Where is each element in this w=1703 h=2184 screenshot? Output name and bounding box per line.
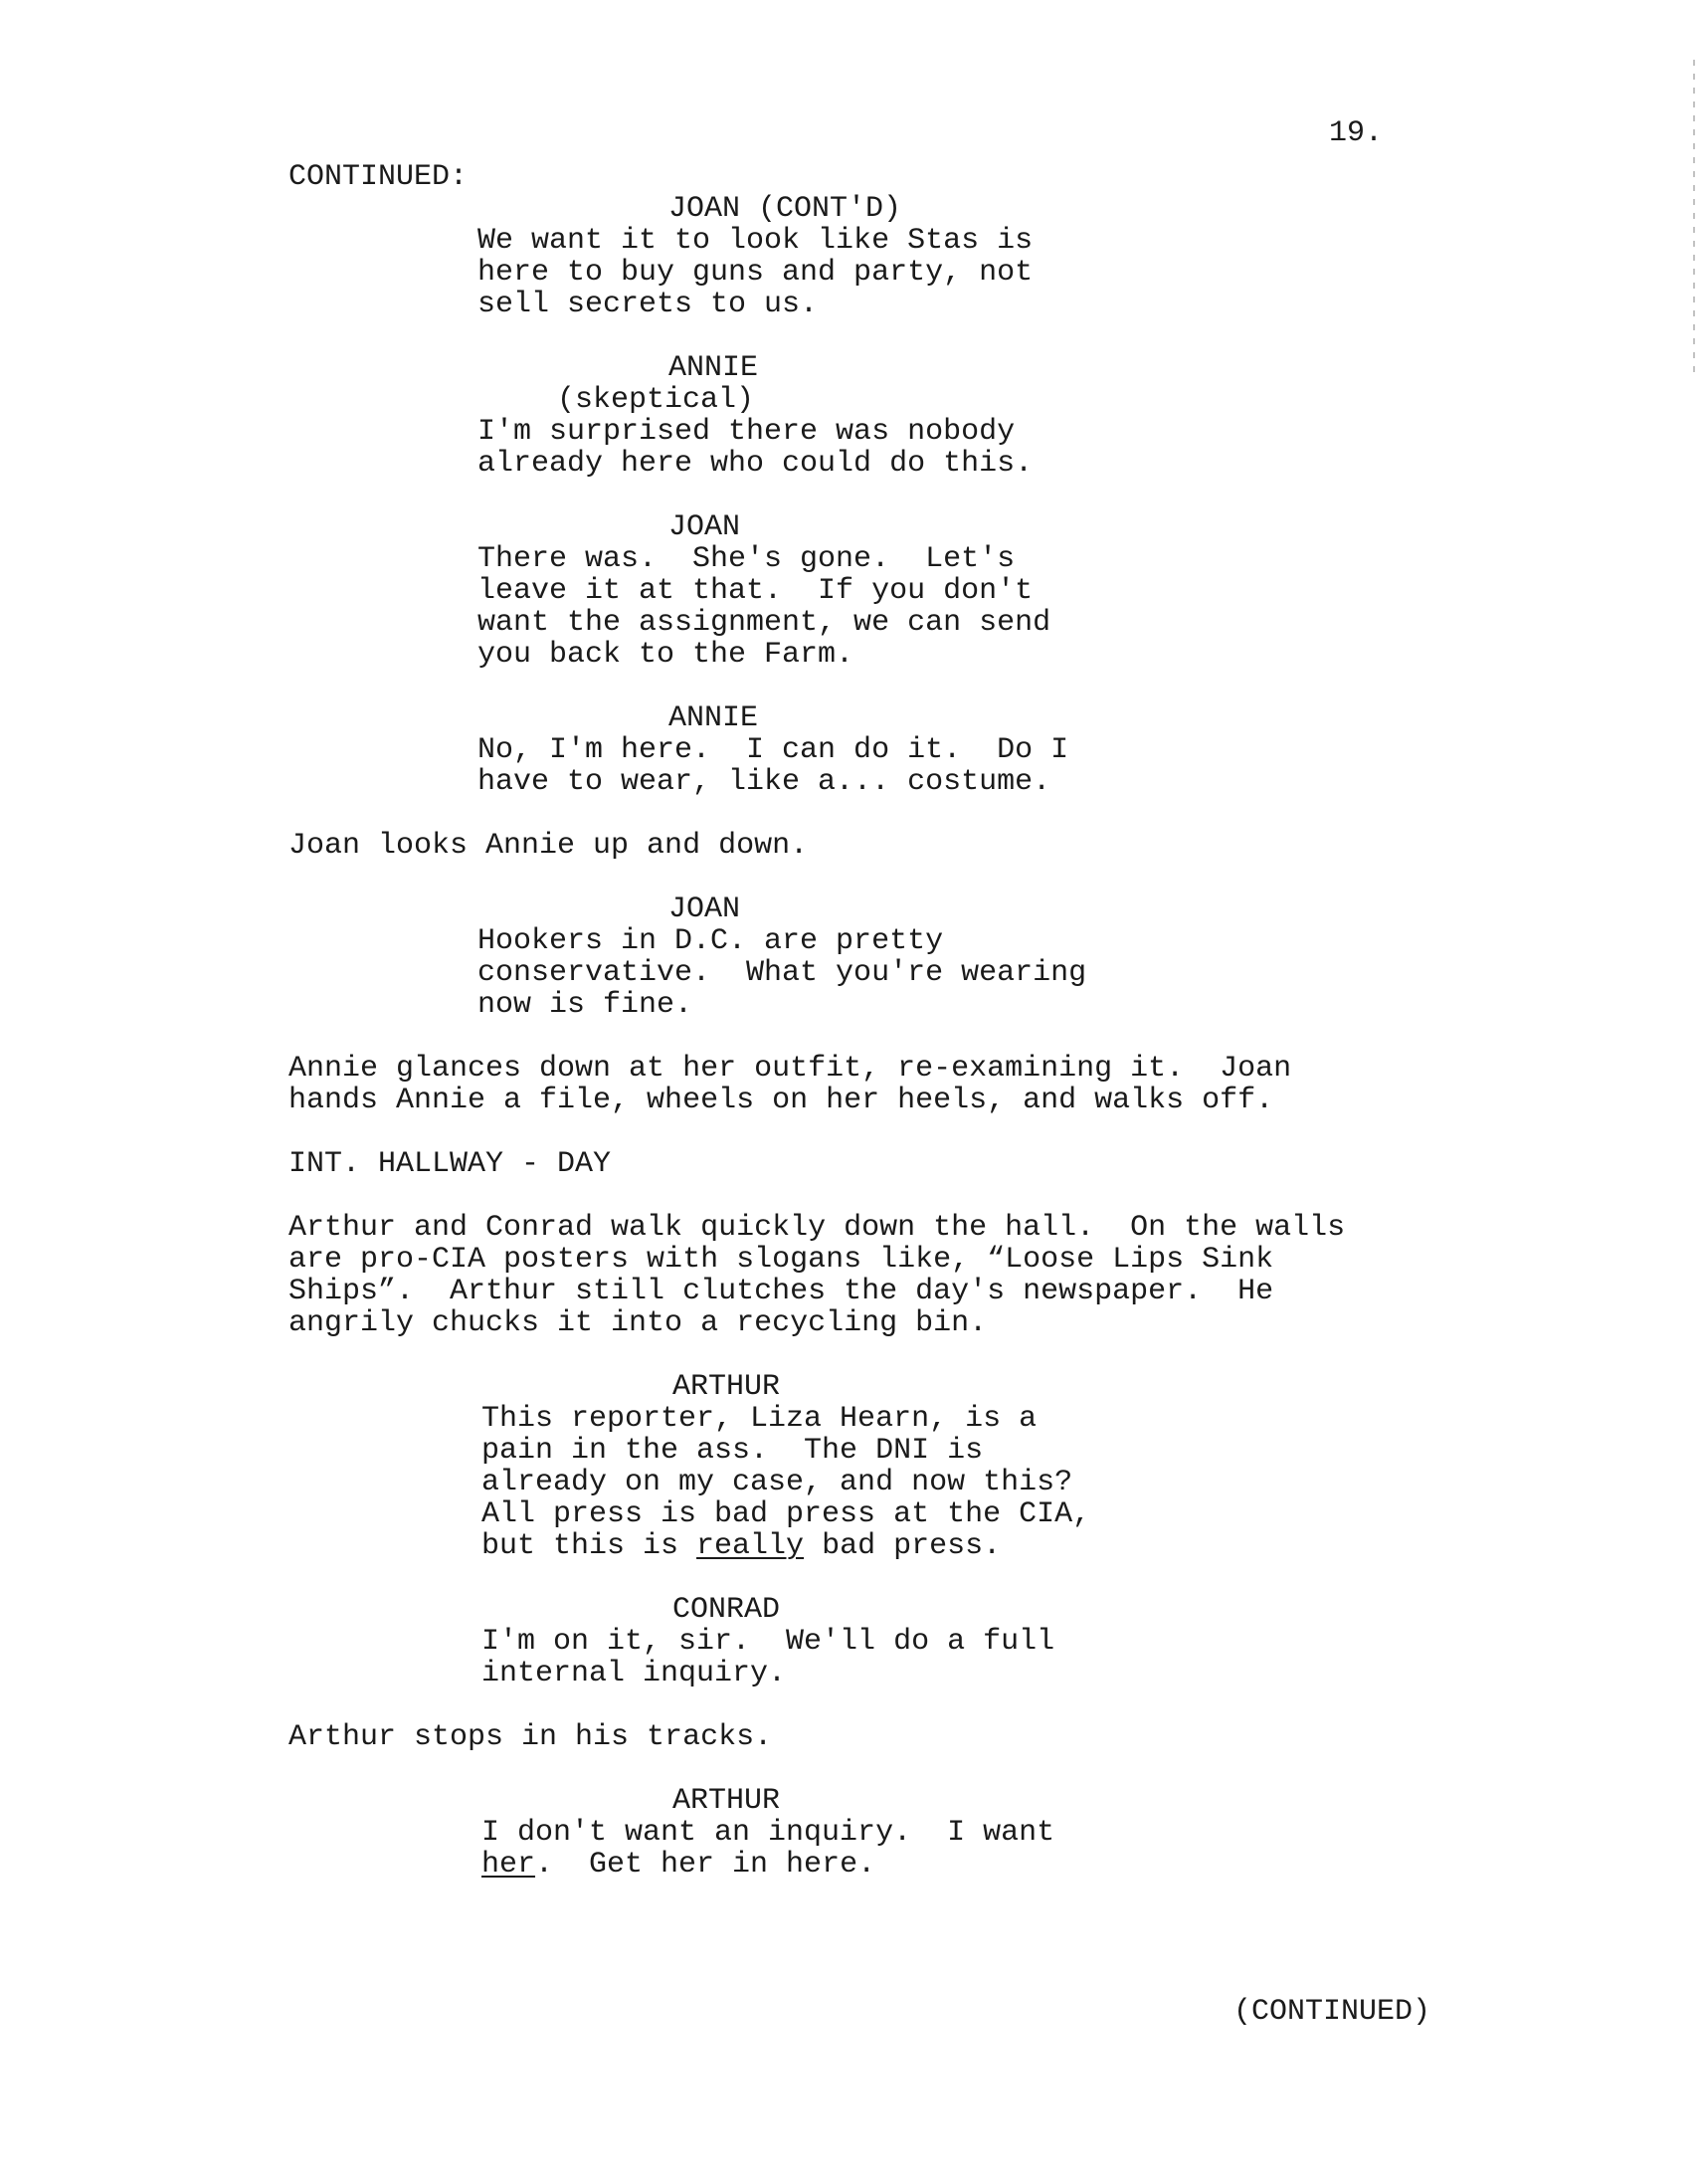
action-text: Arthur and Conrad walk quickly down the hall. On the walls	[288, 1211, 1346, 1245]
action-text: angrily chucks it into a recycling bin.	[288, 1306, 988, 1340]
dialogue-line: sell secrets to us.	[477, 288, 819, 321]
dialogue-line: Hookers in D.C. are pretty	[477, 924, 944, 958]
underlined-word: really	[696, 1529, 805, 1563]
action-text: hands Annie a file, wheels on her heels, and walks off.	[288, 1084, 1274, 1117]
dialogue-line	[481, 1530, 1090, 1562]
action-line	[288, 830, 808, 862]
dialogue-line: already on my case, and now this?	[481, 1466, 1073, 1499]
character-cue-joan-contd: JOAN (CONT'D)	[668, 192, 902, 226]
dialogue-arthur-2	[481, 1817, 1054, 1881]
underlined-word: her	[481, 1848, 536, 1882]
continued-footer: (CONTINUED)	[1233, 1995, 1431, 2029]
action-text: Joan looks Annie up and down.	[288, 829, 809, 863]
character-cue-arthur: ARTHUR	[672, 1370, 781, 1404]
character-cue-annie: ANNIE	[668, 701, 759, 735]
dialogue-fragment: but this is	[481, 1529, 697, 1563]
character-cue-joan: JOAN	[668, 510, 741, 544]
parenthetical: (skeptical)	[557, 383, 755, 417]
dialogue-line: There was. She's gone. Let's	[477, 542, 1016, 576]
character-cue-joan: JOAN	[668, 893, 741, 926]
character-cue-arthur: ARTHUR	[672, 1784, 781, 1818]
dialogue-fragment: . Get her in here.	[535, 1848, 876, 1882]
dialogue-line: No, I'm here. I can do it. Do I	[477, 733, 1069, 767]
dialogue-line: want the assignment, we can send	[477, 606, 1051, 640]
action-block	[288, 1212, 1345, 1339]
dialogue-fragment: bad press.	[804, 1529, 1002, 1563]
character-cue-annie: ANNIE	[668, 351, 759, 385]
dialogue-line: now is fine.	[477, 988, 693, 1022]
action-text: are pro-CIA posters with slogans like, “Loose Lips Sink	[288, 1243, 1274, 1277]
dialogue-annie-1	[477, 416, 1033, 480]
action-text: Annie glances down at her outfit, re-examining it. Joan	[288, 1052, 1292, 1086]
character-cue-conrad: CONRAD	[672, 1593, 781, 1627]
dialogue-joan-1	[477, 225, 1033, 320]
page-number: 19.	[1329, 116, 1384, 150]
dialogue-line: I'm on it, sir. We'll do a full	[481, 1625, 1055, 1659]
dialogue-line: pain in the ass. The DNI is	[481, 1434, 984, 1468]
action-text: Ships”. Arthur still clutches the day's newspaper. He	[288, 1275, 1274, 1308]
action-line	[288, 1721, 772, 1753]
dialogue-line: already here who could do this.	[477, 447, 1034, 481]
dialogue-line: All press is bad press at the CIA,	[481, 1497, 1091, 1531]
dialogue-conrad-1	[481, 1626, 1054, 1689]
dialogue-joan-3	[477, 925, 1086, 1021]
continued-header: CONTINUED:	[288, 160, 469, 194]
dialogue-line: have to wear, like a... costume.	[477, 765, 1051, 799]
margin-scan-marks	[1693, 60, 1695, 378]
dialogue-line: We want it to look like Stas is	[477, 224, 1034, 258]
dialogue-line: internal inquiry.	[481, 1657, 787, 1690]
dialogue-annie-2	[477, 734, 1068, 798]
dialogue-line: leave it at that. If you don't	[477, 574, 1034, 608]
dialogue-line: here to buy guns and party, not	[477, 256, 1034, 290]
dialogue-arthur-1	[481, 1403, 1090, 1562]
dialogue-line: I don't want an inquiry. I want	[481, 1816, 1055, 1850]
dialogue-joan-2	[477, 543, 1050, 671]
dialogue-line: conservative. What you're wearing	[477, 956, 1087, 990]
action-block	[288, 1053, 1291, 1116]
action-text: Arthur stops in his tracks.	[288, 1720, 773, 1754]
dialogue-line	[481, 1849, 1054, 1881]
dialogue-line: This reporter, Liza Hearn, is a	[481, 1402, 1038, 1436]
dialogue-line: you back to the Farm.	[477, 638, 854, 672]
dialogue-line: I'm surprised there was nobody	[477, 415, 1016, 449]
scene-heading: INT. HALLWAY - DAY	[288, 1147, 612, 1181]
